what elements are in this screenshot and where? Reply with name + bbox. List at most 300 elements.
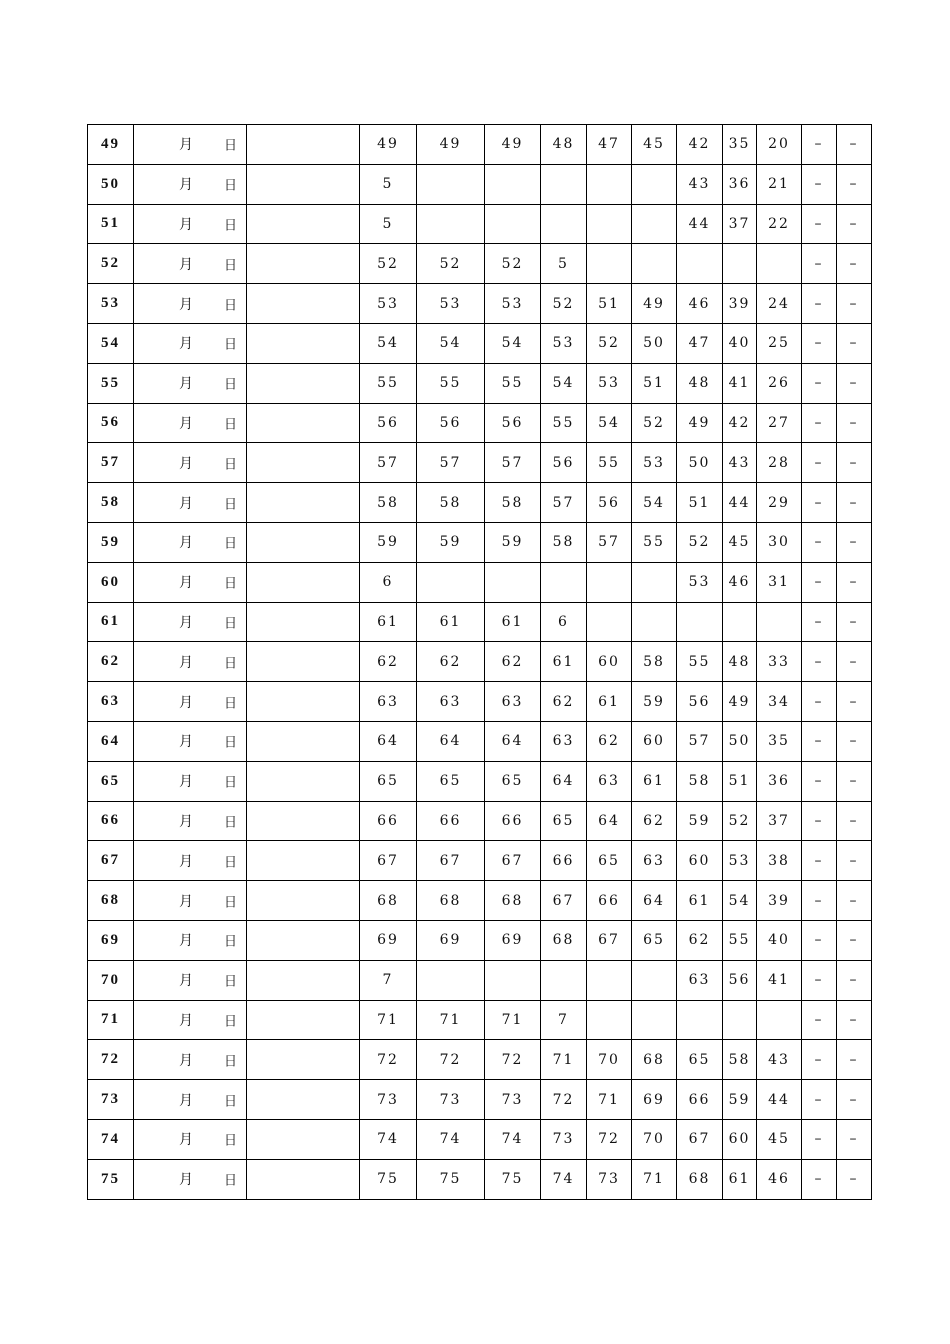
value-cell: 67	[417, 841, 485, 881]
note-cell[interactable]	[247, 125, 360, 165]
value-cell	[587, 960, 632, 1000]
day-label: 日	[224, 1014, 240, 1030]
value-cell: 70	[632, 1119, 677, 1159]
value-cell: 41	[723, 363, 757, 403]
value-cell: 45	[757, 1119, 802, 1159]
value-cell: –	[837, 125, 872, 165]
value-cell: –	[802, 642, 837, 682]
value-cell: 61	[360, 602, 417, 642]
note-cell[interactable]	[247, 642, 360, 682]
value-cell: –	[802, 323, 837, 363]
value-cell: 64	[632, 881, 677, 921]
value-cell: –	[802, 483, 837, 523]
date-cell[interactable]	[134, 1040, 247, 1080]
value-cell: 50	[677, 443, 723, 483]
value-cell: 6	[541, 602, 587, 642]
value-cell: 55	[360, 363, 417, 403]
value-cell: 61	[485, 602, 541, 642]
date-cell[interactable]	[134, 204, 247, 244]
table-row	[88, 761, 872, 801]
value-cell: 56	[587, 483, 632, 523]
note-cell[interactable]	[247, 1159, 360, 1199]
value-cell: 7	[360, 960, 417, 1000]
value-cell: –	[802, 244, 837, 284]
value-cell	[417, 164, 485, 204]
value-cell: 42	[723, 403, 757, 443]
month-label: 月	[179, 774, 195, 791]
date-cell[interactable]	[134, 960, 247, 1000]
value-cell: 54	[723, 881, 757, 921]
row-number: 62	[88, 642, 134, 682]
value-cell: 67	[677, 1119, 723, 1159]
value-cell: –	[837, 1000, 872, 1040]
note-cell[interactable]	[247, 761, 360, 801]
date-cell[interactable]	[134, 363, 247, 403]
date-cell[interactable]	[134, 1000, 247, 1040]
value-cell: 55	[485, 363, 541, 403]
note-cell[interactable]	[247, 682, 360, 722]
value-cell: –	[802, 1080, 837, 1120]
date-cell[interactable]	[134, 284, 247, 324]
month-label: 月	[179, 336, 195, 353]
value-cell: 49	[677, 403, 723, 443]
day-label: 日	[224, 735, 240, 751]
table-row	[88, 244, 872, 284]
note-cell[interactable]	[247, 801, 360, 841]
row-number: 63	[88, 682, 134, 722]
value-cell: 57	[541, 483, 587, 523]
value-cell: 36	[757, 761, 802, 801]
value-cell: 73	[587, 1159, 632, 1199]
value-cell: 52	[587, 323, 632, 363]
value-cell: 53	[587, 363, 632, 403]
value-cell: 75	[360, 1159, 417, 1199]
value-cell: 47	[587, 125, 632, 165]
value-cell: 39	[723, 284, 757, 324]
value-cell: 46	[723, 562, 757, 602]
value-cell: 31	[757, 562, 802, 602]
row-number: 61	[88, 602, 134, 642]
value-cell	[632, 562, 677, 602]
note-cell[interactable]	[247, 244, 360, 284]
value-cell: 49	[632, 284, 677, 324]
table-row	[88, 960, 872, 1000]
table-row	[88, 363, 872, 403]
day-label: 日	[224, 218, 240, 234]
day-label: 日	[224, 497, 240, 513]
value-cell: 41	[757, 960, 802, 1000]
value-cell: –	[837, 682, 872, 722]
value-cell: 65	[360, 761, 417, 801]
value-cell	[485, 960, 541, 1000]
value-cell	[485, 164, 541, 204]
value-cell: 72	[417, 1040, 485, 1080]
date-cell[interactable]	[134, 642, 247, 682]
note-cell[interactable]	[247, 881, 360, 921]
value-cell: –	[837, 443, 872, 483]
date-cell[interactable]	[134, 1159, 247, 1199]
value-cell: 65	[485, 761, 541, 801]
value-cell: 5	[360, 164, 417, 204]
value-cell: –	[837, 363, 872, 403]
value-cell: 53	[677, 562, 723, 602]
table-row	[88, 602, 872, 642]
table-row	[88, 682, 872, 722]
value-cell: 62	[360, 642, 417, 682]
value-cell: 46	[757, 1159, 802, 1199]
value-cell	[587, 244, 632, 284]
value-cell: 61	[587, 682, 632, 722]
value-cell: 59	[677, 801, 723, 841]
value-cell: 61	[723, 1159, 757, 1199]
value-cell: 48	[541, 125, 587, 165]
value-cell: 61	[541, 642, 587, 682]
value-cell: 57	[587, 522, 632, 562]
date-cell[interactable]	[134, 1119, 247, 1159]
value-cell: –	[837, 284, 872, 324]
date-cell[interactable]	[134, 1080, 247, 1120]
date-cell[interactable]	[134, 443, 247, 483]
note-cell[interactable]	[247, 204, 360, 244]
value-cell: 56	[677, 682, 723, 722]
note-cell[interactable]	[247, 1080, 360, 1120]
value-cell: 63	[485, 682, 541, 722]
value-cell	[541, 960, 587, 1000]
value-cell: 74	[541, 1159, 587, 1199]
table-row	[88, 801, 872, 841]
value-cell: –	[837, 1159, 872, 1199]
table-row	[88, 443, 872, 483]
value-cell: 49	[723, 682, 757, 722]
value-cell: –	[802, 562, 837, 602]
value-cell: 52	[417, 244, 485, 284]
value-cell: –	[802, 682, 837, 722]
row-number: 53	[88, 284, 134, 324]
value-cell: –	[837, 881, 872, 921]
value-cell: 64	[417, 721, 485, 761]
day-label: 日	[224, 1133, 240, 1149]
value-cell: 53	[485, 284, 541, 324]
month-label: 月	[179, 376, 195, 393]
day-label: 日	[224, 815, 240, 831]
value-cell: –	[837, 1080, 872, 1120]
date-cell[interactable]	[134, 125, 247, 165]
value-cell: –	[802, 204, 837, 244]
value-cell: –	[802, 1000, 837, 1040]
value-cell: 71	[360, 1000, 417, 1040]
value-cell: 39	[757, 881, 802, 921]
value-cell: –	[802, 363, 837, 403]
value-cell: –	[837, 642, 872, 682]
value-cell: 37	[723, 204, 757, 244]
value-cell: 55	[541, 403, 587, 443]
row-number: 74	[88, 1119, 134, 1159]
month-label: 月	[179, 296, 195, 313]
value-cell: –	[802, 920, 837, 960]
value-cell: –	[802, 881, 837, 921]
date-cell[interactable]	[134, 562, 247, 602]
value-cell: 72	[360, 1040, 417, 1080]
day-label: 日	[224, 1054, 240, 1070]
value-cell: –	[802, 960, 837, 1000]
value-cell: –	[802, 443, 837, 483]
value-cell: 72	[485, 1040, 541, 1080]
note-cell[interactable]	[247, 1040, 360, 1080]
row-number: 73	[88, 1080, 134, 1120]
value-cell: 22	[757, 204, 802, 244]
date-cell[interactable]	[134, 841, 247, 881]
value-cell: 53	[360, 284, 417, 324]
value-cell: 62	[541, 682, 587, 722]
day-label: 日	[224, 138, 240, 154]
day-label: 日	[224, 974, 240, 990]
day-label: 日	[224, 457, 240, 473]
value-cell: –	[837, 1040, 872, 1080]
value-cell: 67	[541, 881, 587, 921]
row-number: 55	[88, 363, 134, 403]
value-cell	[677, 1000, 723, 1040]
table-row	[88, 323, 872, 363]
value-cell: 72	[587, 1119, 632, 1159]
note-cell[interactable]	[247, 920, 360, 960]
note-cell[interactable]	[247, 403, 360, 443]
value-cell: 44	[677, 204, 723, 244]
value-cell: –	[802, 801, 837, 841]
row-number: 51	[88, 204, 134, 244]
value-cell: 37	[757, 801, 802, 841]
value-cell: 53	[417, 284, 485, 324]
value-cell: 65	[541, 801, 587, 841]
value-cell: 66	[360, 801, 417, 841]
value-cell: 40	[757, 920, 802, 960]
value-cell: 21	[757, 164, 802, 204]
value-cell: 58	[417, 483, 485, 523]
value-cell: 55	[632, 522, 677, 562]
note-cell[interactable]	[247, 443, 360, 483]
value-cell: 75	[485, 1159, 541, 1199]
note-cell[interactable]	[247, 960, 360, 1000]
value-cell: 58	[541, 522, 587, 562]
date-cell[interactable]	[134, 164, 247, 204]
value-cell: 48	[677, 363, 723, 403]
value-cell: 57	[360, 443, 417, 483]
value-cell: 73	[485, 1080, 541, 1120]
date-cell[interactable]	[134, 682, 247, 722]
value-cell: 5	[360, 204, 417, 244]
value-cell: 51	[587, 284, 632, 324]
month-label: 月	[179, 216, 195, 233]
value-cell	[587, 562, 632, 602]
value-cell: –	[802, 602, 837, 642]
value-cell: 50	[632, 323, 677, 363]
value-cell	[632, 244, 677, 284]
value-cell	[417, 562, 485, 602]
value-cell: 58	[723, 1040, 757, 1080]
note-cell[interactable]	[247, 323, 360, 363]
day-label: 日	[224, 576, 240, 592]
value-cell: 43	[677, 164, 723, 204]
value-cell: 64	[587, 801, 632, 841]
note-cell[interactable]	[247, 1000, 360, 1040]
value-cell: 52	[723, 801, 757, 841]
date-cell[interactable]	[134, 323, 247, 363]
date-cell[interactable]	[134, 761, 247, 801]
day-label: 日	[224, 178, 240, 194]
value-cell	[723, 602, 757, 642]
month-label: 月	[179, 415, 195, 432]
value-cell: 65	[632, 920, 677, 960]
value-cell	[632, 204, 677, 244]
value-cell: 63	[360, 682, 417, 722]
value-cell: –	[802, 721, 837, 761]
table-row	[88, 841, 872, 881]
value-cell: 56	[417, 403, 485, 443]
value-cell: 73	[417, 1080, 485, 1120]
value-cell: –	[802, 1040, 837, 1080]
note-cell[interactable]	[247, 562, 360, 602]
value-cell: 56	[541, 443, 587, 483]
date-cell[interactable]	[134, 801, 247, 841]
month-label: 月	[179, 256, 195, 273]
day-label: 日	[224, 934, 240, 950]
value-cell: –	[837, 801, 872, 841]
value-cell: 70	[587, 1040, 632, 1080]
value-cell: 49	[485, 125, 541, 165]
note-cell[interactable]	[247, 1119, 360, 1159]
row-number: 72	[88, 1040, 134, 1080]
date-cell[interactable]	[134, 483, 247, 523]
value-cell	[632, 602, 677, 642]
table-row	[88, 920, 872, 960]
value-cell: 35	[723, 125, 757, 165]
value-cell: 24	[757, 284, 802, 324]
value-cell	[587, 204, 632, 244]
value-cell: 53	[723, 841, 757, 881]
note-cell[interactable]	[247, 522, 360, 562]
date-cell[interactable]	[134, 721, 247, 761]
value-cell	[632, 164, 677, 204]
value-cell: –	[802, 284, 837, 324]
value-cell: 68	[541, 920, 587, 960]
value-cell: 58	[632, 642, 677, 682]
day-label: 日	[224, 298, 240, 314]
month-label: 月	[179, 973, 195, 990]
table-row	[88, 881, 872, 921]
row-number: 67	[88, 841, 134, 881]
value-cell: 60	[677, 841, 723, 881]
value-cell: 30	[757, 522, 802, 562]
note-cell[interactable]	[247, 602, 360, 642]
value-cell: 44	[757, 1080, 802, 1120]
value-cell: 52	[485, 244, 541, 284]
value-cell	[541, 164, 587, 204]
value-cell: 53	[632, 443, 677, 483]
value-cell: 27	[757, 403, 802, 443]
value-cell	[677, 244, 723, 284]
value-cell	[632, 1000, 677, 1040]
row-number: 50	[88, 164, 134, 204]
table-row	[88, 1040, 872, 1080]
value-cell	[587, 1000, 632, 1040]
value-cell: 68	[632, 1040, 677, 1080]
value-cell: 65	[417, 761, 485, 801]
value-cell: 56	[485, 403, 541, 443]
value-cell: 57	[485, 443, 541, 483]
value-cell: 49	[417, 125, 485, 165]
value-cell: 59	[417, 522, 485, 562]
value-cell: 49	[360, 125, 417, 165]
date-cell[interactable]	[134, 920, 247, 960]
row-number: 75	[88, 1159, 134, 1199]
value-cell: 67	[360, 841, 417, 881]
month-label: 月	[179, 654, 195, 671]
schedule-table	[87, 124, 872, 1200]
table-row	[88, 483, 872, 523]
value-cell: 66	[541, 841, 587, 881]
row-number: 60	[88, 562, 134, 602]
value-cell: 68	[677, 1159, 723, 1199]
value-cell: 55	[417, 363, 485, 403]
value-cell: –	[837, 721, 872, 761]
month-label: 月	[179, 1132, 195, 1149]
value-cell: 51	[632, 363, 677, 403]
day-label: 日	[224, 696, 240, 712]
day-label: 日	[224, 616, 240, 632]
date-cell[interactable]	[134, 244, 247, 284]
note-cell[interactable]	[247, 284, 360, 324]
table-body	[88, 125, 872, 1200]
month-label: 月	[179, 933, 195, 950]
note-cell[interactable]	[247, 841, 360, 881]
day-label: 日	[224, 656, 240, 672]
date-cell[interactable]	[134, 522, 247, 562]
value-cell: 46	[677, 284, 723, 324]
value-cell: 71	[632, 1159, 677, 1199]
month-label: 月	[179, 1052, 195, 1069]
value-cell: 67	[485, 841, 541, 881]
value-cell: 61	[632, 761, 677, 801]
value-cell: 58	[360, 483, 417, 523]
date-cell[interactable]	[134, 602, 247, 642]
note-cell[interactable]	[247, 721, 360, 761]
note-cell[interactable]	[247, 483, 360, 523]
value-cell: 57	[677, 721, 723, 761]
value-cell	[757, 244, 802, 284]
value-cell: 43	[723, 443, 757, 483]
value-cell: 64	[360, 721, 417, 761]
date-cell[interactable]	[134, 881, 247, 921]
value-cell	[587, 164, 632, 204]
value-cell: 26	[757, 363, 802, 403]
value-cell: –	[837, 562, 872, 602]
note-cell[interactable]	[247, 363, 360, 403]
value-cell: 69	[485, 920, 541, 960]
value-cell: 57	[417, 443, 485, 483]
value-cell: –	[802, 164, 837, 204]
value-cell: 63	[587, 761, 632, 801]
value-cell: 65	[677, 1040, 723, 1080]
row-number: 59	[88, 522, 134, 562]
value-cell: 45	[632, 125, 677, 165]
date-cell[interactable]	[134, 403, 247, 443]
month-label: 月	[179, 1172, 195, 1189]
month-label: 月	[179, 177, 195, 194]
value-cell: 67	[587, 920, 632, 960]
value-cell: –	[837, 1119, 872, 1159]
value-cell: 62	[417, 642, 485, 682]
value-cell	[485, 562, 541, 602]
note-cell[interactable]	[247, 164, 360, 204]
